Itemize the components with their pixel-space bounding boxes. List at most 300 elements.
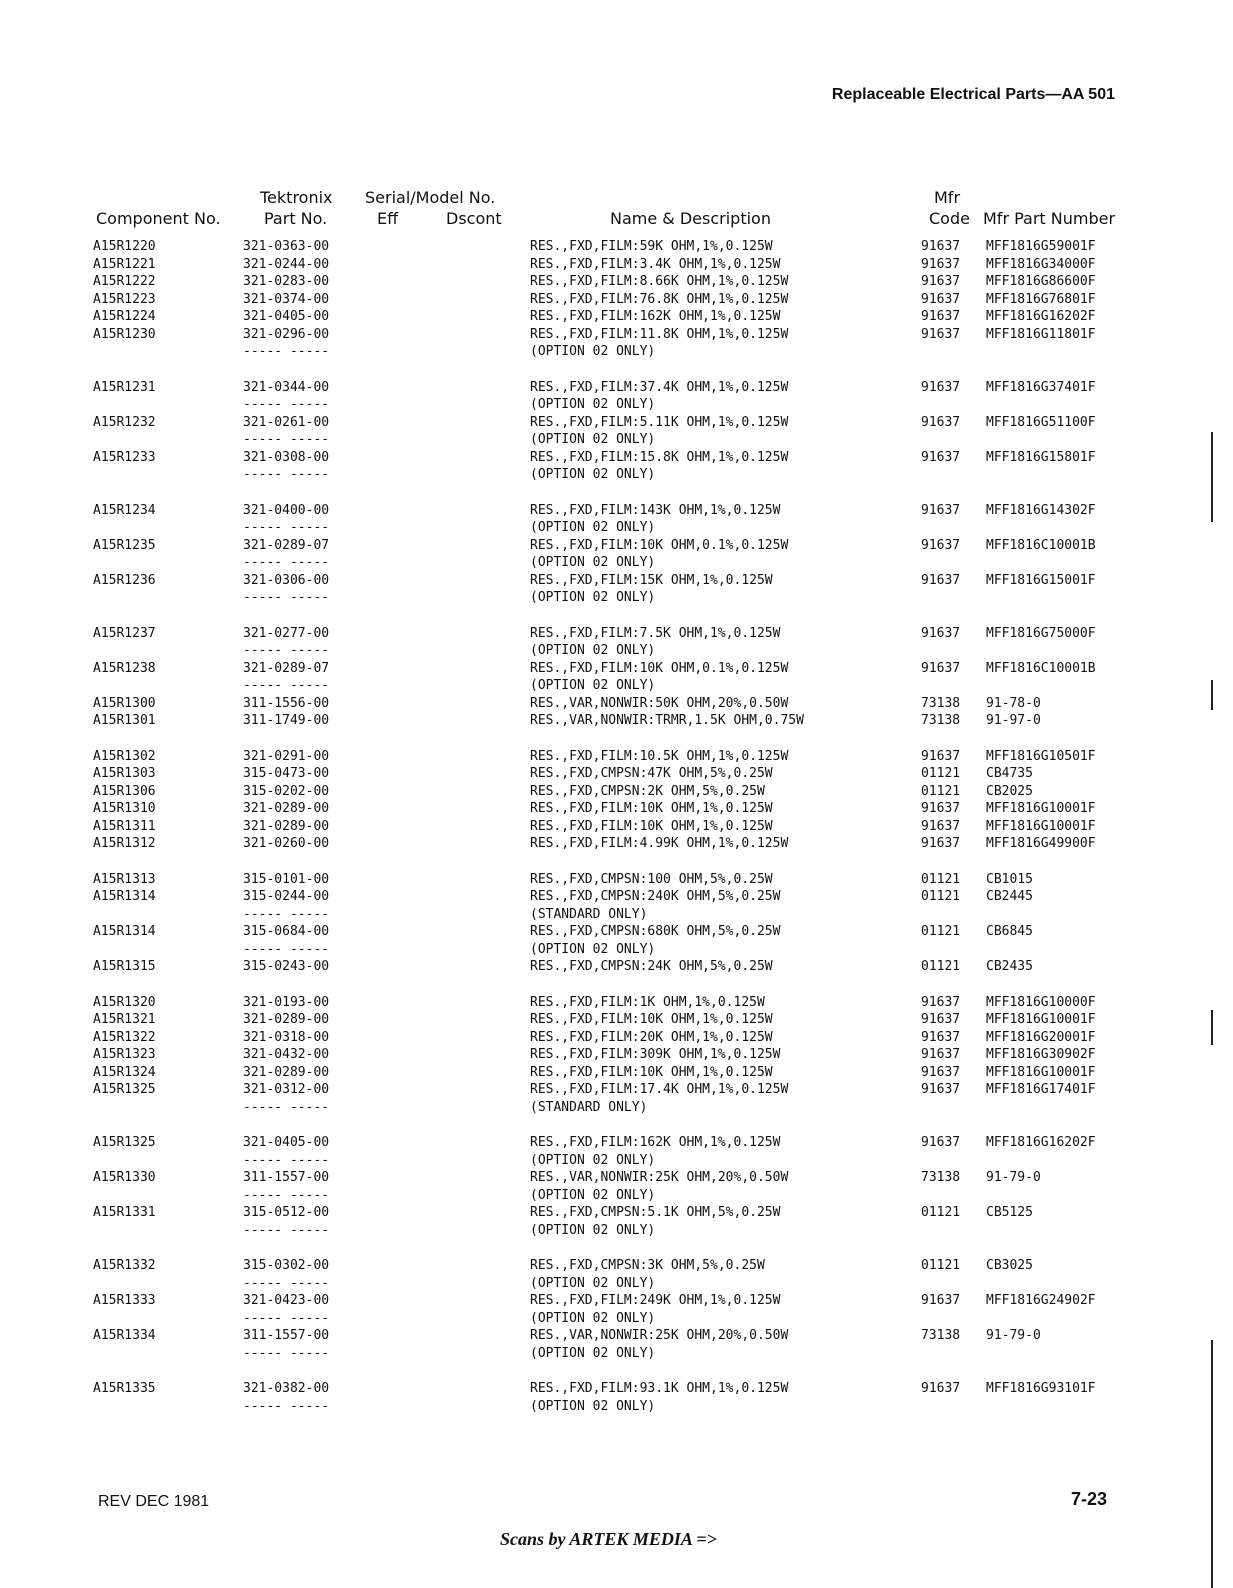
description: RES.,FXD,FILM:143K OHM,1%,0.125W bbox=[530, 502, 781, 518]
component-no: A15R1302 bbox=[93, 748, 156, 764]
parts-row bbox=[0, 1292, 1233, 1310]
tektronix-part-no: 321-0308-00 bbox=[243, 449, 330, 465]
column-part-no: Part No. bbox=[264, 209, 328, 228]
parts-row-continuation bbox=[0, 1345, 1233, 1363]
parts-row bbox=[0, 1011, 1233, 1029]
tektronix-part-no: 321-0400-00 bbox=[243, 502, 330, 518]
column-name-description: Name & Description bbox=[610, 209, 771, 228]
component-no: A15R1322 bbox=[93, 1029, 156, 1045]
tektronix-part-no: ----- ----- bbox=[243, 1345, 330, 1361]
parts-row bbox=[0, 1081, 1233, 1099]
mfr-part-number: MFF1816G75000F bbox=[986, 625, 1096, 641]
mfr-part-number: CB3025 bbox=[986, 1258, 1033, 1273]
mfr-code: 01121 bbox=[921, 1205, 961, 1220]
parts-row bbox=[0, 1064, 1233, 1082]
component-no: A15R1330 bbox=[93, 1170, 156, 1185]
parts-row bbox=[0, 1046, 1233, 1064]
parts-row bbox=[0, 502, 1233, 520]
mfr-code: 01121 bbox=[921, 1258, 961, 1273]
description: RES.,FXD,CMPSN:240K OHM,5%,0.25W bbox=[530, 889, 781, 904]
mfr-code: 91637 bbox=[921, 1293, 961, 1308]
component-no: A15R1231 bbox=[93, 379, 156, 395]
tektronix-part-no: 321-0289-00 bbox=[243, 1064, 330, 1080]
tektronix-part-no: ----- ----- bbox=[243, 1099, 330, 1115]
mfr-code: 91637 bbox=[921, 414, 961, 430]
mfr-part-number: CB1015 bbox=[986, 871, 1033, 887]
mfr-code: 91637 bbox=[921, 748, 961, 764]
parts-row bbox=[0, 888, 1233, 906]
component-no: A15R1238 bbox=[93, 660, 156, 676]
mfr-code: 01121 bbox=[921, 766, 961, 781]
description: RES.,FXD,CMPSN:100 OHM,5%,0.25W bbox=[530, 871, 773, 887]
description: RES.,FXD,CMPSN:2K OHM,5%,0.25W bbox=[530, 783, 765, 799]
tektronix-part-no: 321-0283-00 bbox=[243, 274, 330, 289]
parts-row bbox=[0, 1134, 1233, 1152]
mfr-code: 91637 bbox=[921, 1012, 961, 1027]
parts-row-continuation bbox=[0, 1398, 1233, 1416]
description: RES.,FXD,FILM:37.4K OHM,1%,0.125W bbox=[530, 379, 789, 395]
parts-row bbox=[0, 958, 1233, 976]
column-mfr-code: Code bbox=[929, 209, 970, 228]
parts-row-continuation bbox=[0, 554, 1233, 572]
description: RES.,FXD,CMPSN:5.1K OHM,5%,0.25W bbox=[530, 1205, 781, 1220]
tektronix-part-no: 321-0277-00 bbox=[243, 625, 330, 641]
tektronix-part-no: ----- ----- bbox=[243, 467, 330, 482]
component-no: A15R1235 bbox=[93, 537, 156, 553]
parts-row bbox=[0, 1380, 1233, 1398]
description: RES.,FXD,FILM:1K OHM,1%,0.125W bbox=[530, 994, 765, 1010]
scan-credit: Scans by ARTEK MEDIA => bbox=[500, 1529, 717, 1549]
description: RES.,FXD,FILM:59K OHM,1%,0.125W bbox=[530, 239, 773, 254]
mfr-part-number: MFF1816G37401F bbox=[986, 379, 1096, 395]
tektronix-part-no: ----- ----- bbox=[243, 1187, 330, 1203]
mfr-part-number: MFF1816C10001B bbox=[986, 537, 1096, 553]
parts-row bbox=[0, 238, 1233, 256]
component-no: A15R1313 bbox=[93, 871, 156, 887]
mfr-code: 73138 bbox=[921, 1328, 961, 1343]
mfr-part-number: MFF1816G86600F bbox=[986, 274, 1096, 289]
description: RES.,FXD,FILM:3.4K OHM,1%,0.125W bbox=[530, 256, 781, 272]
parts-row-continuation bbox=[0, 1152, 1233, 1170]
mfr-code: 91637 bbox=[921, 1381, 961, 1396]
parts-row bbox=[0, 379, 1233, 397]
parts-row-continuation bbox=[0, 1275, 1233, 1293]
mfr-part-number: MFF1816G49900F bbox=[986, 836, 1096, 851]
description: RES.,FXD,CMPSN:24K OHM,5%,0.25W bbox=[530, 959, 773, 974]
component-no: A15R1221 bbox=[93, 256, 156, 272]
parts-row bbox=[0, 256, 1233, 274]
mfr-code: 91637 bbox=[921, 256, 961, 272]
mfr-part-number: MFF1816G20001F bbox=[986, 1029, 1096, 1045]
description: RES.,FXD,FILM:10K OHM,1%,0.125W bbox=[530, 1064, 773, 1080]
description: RES.,FXD,FILM:10K OHM,1%,0.125W bbox=[530, 801, 773, 816]
mfr-part-number: MFF1816G17401F bbox=[986, 1082, 1096, 1097]
tektronix-part-no: ----- ----- bbox=[243, 397, 330, 412]
mfr-part-number: MFF1816G10501F bbox=[986, 748, 1096, 764]
tektronix-part-no: 321-0432-00 bbox=[243, 1047, 330, 1062]
column-dscont: Dscont bbox=[446, 209, 502, 228]
tektronix-part-no: 321-0306-00 bbox=[243, 572, 330, 588]
mfr-part-number: CB6845 bbox=[986, 924, 1033, 939]
tektronix-part-no: 311-1749-00 bbox=[243, 713, 330, 728]
mfr-part-number: CB2435 bbox=[986, 959, 1033, 974]
tektronix-part-no: 321-0289-00 bbox=[243, 801, 330, 816]
description: RES.,FXD,FILM:76.8K OHM,1%,0.125W bbox=[530, 291, 789, 307]
tektronix-part-no: ----- ----- bbox=[243, 520, 330, 535]
component-no: A15R1311 bbox=[93, 818, 156, 834]
mfr-code: 91637 bbox=[921, 274, 961, 289]
tektronix-part-no: ----- ----- bbox=[243, 941, 330, 957]
tektronix-part-no: ----- ----- bbox=[243, 906, 330, 922]
tektronix-part-no: 321-0405-00 bbox=[243, 309, 330, 324]
component-no: A15R1310 bbox=[93, 801, 156, 816]
parts-row bbox=[0, 572, 1233, 590]
tektronix-part-no: 315-0302-00 bbox=[243, 1258, 330, 1273]
tektronix-part-no: 315-0244-00 bbox=[243, 889, 330, 904]
mfr-part-number: MFF1816G10001F bbox=[986, 1064, 1096, 1080]
description: RES.,FXD,FILM:8.66K OHM,1%,0.125W bbox=[530, 274, 789, 289]
description: (OPTION 02 ONLY) bbox=[530, 1345, 656, 1361]
mfr-code: 91637 bbox=[921, 572, 961, 588]
component-no: A15R1234 bbox=[93, 502, 156, 518]
description: RES.,VAR,NONWIR:25K OHM,20%,0.50W bbox=[530, 1328, 789, 1343]
component-no: A15R1230 bbox=[93, 326, 156, 342]
mfr-code: 73138 bbox=[921, 713, 961, 728]
mfr-part-number: MFF1816G16202F bbox=[986, 1135, 1096, 1150]
component-no: A15R1315 bbox=[93, 959, 156, 974]
tektronix-part-no: 321-0289-07 bbox=[243, 537, 330, 553]
tektronix-part-no: 321-0289-07 bbox=[243, 660, 330, 676]
page-number: 7-23 bbox=[1070, 1489, 1107, 1509]
parts-row bbox=[0, 660, 1233, 678]
component-no: A15R1324 bbox=[93, 1064, 156, 1080]
mfr-code: 91637 bbox=[921, 836, 961, 851]
component-no: A15R1233 bbox=[93, 449, 156, 465]
description: (OPTION 02 ONLY) bbox=[530, 1310, 656, 1326]
parts-row-continuation bbox=[0, 343, 1233, 361]
mfr-part-number: CB5125 bbox=[986, 1205, 1033, 1220]
parts-row bbox=[0, 712, 1233, 730]
page-header-title: Replaceable Electrical Parts—AA 501 bbox=[831, 86, 1115, 103]
parts-row-continuation bbox=[0, 1187, 1233, 1205]
parts-row-continuation bbox=[0, 1310, 1233, 1328]
description: RES.,FXD,FILM:11.8K OHM,1%,0.125W bbox=[530, 326, 789, 342]
tektronix-part-no: 321-0289-00 bbox=[243, 1012, 330, 1027]
mfr-code: 91637 bbox=[921, 502, 961, 518]
mfr-part-number: 91-97-0 bbox=[986, 713, 1041, 728]
parts-row bbox=[0, 449, 1233, 467]
description: RES.,FXD,FILM:309K OHM,1%,0.125W bbox=[530, 1047, 781, 1062]
mfr-part-number: MFF1816G10001F bbox=[986, 818, 1096, 834]
parts-row bbox=[0, 326, 1233, 344]
parts-row bbox=[0, 273, 1233, 291]
component-no: A15R1320 bbox=[93, 994, 156, 1010]
tektronix-part-no: ----- ----- bbox=[243, 678, 330, 693]
parts-row-continuation bbox=[0, 941, 1233, 959]
parts-row bbox=[0, 1204, 1233, 1222]
parts-row bbox=[0, 537, 1233, 555]
description: (STANDARD ONLY) bbox=[530, 906, 648, 922]
description: RES.,FXD,FILM:249K OHM,1%,0.125W bbox=[530, 1293, 781, 1308]
tektronix-part-no: 321-0289-00 bbox=[243, 818, 330, 834]
tektronix-part-no: ----- ----- bbox=[243, 1310, 330, 1326]
mfr-code: 91637 bbox=[921, 1082, 961, 1097]
parts-row-continuation bbox=[0, 677, 1233, 695]
column-eff: Eff bbox=[377, 209, 399, 228]
description: (OPTION 02 ONLY) bbox=[530, 1222, 656, 1238]
mfr-code: 91637 bbox=[921, 309, 961, 324]
mfr-part-number: MFF1816G93101F bbox=[986, 1381, 1096, 1396]
parts-row bbox=[0, 1327, 1233, 1345]
parts-row bbox=[0, 291, 1233, 309]
parts-row bbox=[0, 1257, 1233, 1275]
description: RES.,FXD,FILM:162K OHM,1%,0.125W bbox=[530, 309, 781, 324]
mfr-part-number: CB2445 bbox=[986, 889, 1033, 904]
mfr-code: 91637 bbox=[921, 379, 961, 395]
description: RES.,FXD,FILM:7.5K OHM,1%,0.125W bbox=[530, 625, 781, 641]
description: (OPTION 02 ONLY) bbox=[530, 432, 656, 447]
description: RES.,FXD,CMPSN:47K OHM,5%,0.25W bbox=[530, 766, 773, 781]
tektronix-part-no: 315-0684-00 bbox=[243, 924, 330, 939]
parts-row bbox=[0, 800, 1233, 818]
mfr-code: 01121 bbox=[921, 783, 961, 799]
description: RES.,FXD,FILM:10K OHM,1%,0.125W bbox=[530, 1012, 773, 1027]
parts-row-continuation bbox=[0, 589, 1233, 607]
tektronix-part-no: 311-1556-00 bbox=[243, 695, 330, 711]
parts-row bbox=[0, 1169, 1233, 1187]
column-component-no: Component No. bbox=[96, 209, 221, 228]
mfr-code: 91637 bbox=[921, 1064, 961, 1080]
mfr-part-number: 91-78-0 bbox=[986, 695, 1041, 711]
mfr-code: 01121 bbox=[921, 924, 961, 939]
description: RES.,FXD,FILM:162K OHM,1%,0.125W bbox=[530, 1135, 781, 1150]
mfr-code: 91637 bbox=[921, 1135, 961, 1150]
parts-row bbox=[0, 625, 1233, 643]
mfr-part-number: MFF1816G34000F bbox=[986, 256, 1096, 272]
mfr-part-number: MFF1816G76801F bbox=[986, 291, 1096, 307]
parts-row-continuation bbox=[0, 396, 1233, 414]
scan-edge-line bbox=[1211, 1010, 1213, 1045]
mfr-part-number: MFF1816C10001B bbox=[986, 660, 1096, 676]
tektronix-part-no: 321-0291-00 bbox=[243, 748, 330, 764]
description: (OPTION 02 ONLY) bbox=[530, 1398, 656, 1414]
column-serial-model-no: Serial/Model No. bbox=[365, 188, 496, 207]
parts-row bbox=[0, 414, 1233, 432]
parts-row-continuation bbox=[0, 519, 1233, 537]
mfr-code: 01121 bbox=[921, 889, 961, 904]
description: RES.,FXD,CMPSN:680K OHM,5%,0.25W bbox=[530, 924, 781, 939]
component-no: A15R1314 bbox=[93, 889, 156, 904]
description: (OPTION 02 ONLY) bbox=[530, 1275, 656, 1291]
component-no: A15R1334 bbox=[93, 1328, 156, 1343]
mfr-part-number: MFF1816G10000F bbox=[986, 994, 1096, 1010]
tektronix-part-no: 321-0374-00 bbox=[243, 291, 330, 307]
tektronix-part-no: ----- ----- bbox=[243, 1152, 330, 1168]
component-no: A15R1332 bbox=[93, 1258, 156, 1273]
mfr-code: 91637 bbox=[921, 801, 961, 816]
parts-row-continuation bbox=[0, 1099, 1233, 1117]
description: (STANDARD ONLY) bbox=[530, 1099, 648, 1115]
component-no: A15R1222 bbox=[93, 274, 156, 289]
description: RES.,FXD,FILM:10.5K OHM,1%,0.125W bbox=[530, 748, 789, 764]
tektronix-part-no: ----- ----- bbox=[243, 643, 330, 658]
mfr-code: 91637 bbox=[921, 239, 961, 254]
component-no: A15R1325 bbox=[93, 1135, 156, 1150]
mfr-part-number: MFF1816G11801F bbox=[986, 326, 1096, 342]
tektronix-part-no: 315-0202-00 bbox=[243, 783, 330, 799]
description: RES.,VAR,NONWIR:TRMR,1.5K OHM,0.75W bbox=[530, 713, 804, 728]
component-no: A15R1232 bbox=[93, 414, 156, 430]
column-mfr-part-number: Mfr Part Number bbox=[983, 209, 1116, 228]
parts-row-continuation bbox=[0, 1222, 1233, 1240]
mfr-code: 91637 bbox=[921, 1029, 961, 1045]
component-no: A15R1220 bbox=[93, 239, 156, 254]
tektronix-part-no: 321-0244-00 bbox=[243, 256, 330, 272]
component-no: A15R1303 bbox=[93, 766, 156, 781]
component-no: A15R1224 bbox=[93, 309, 156, 324]
tektronix-part-no: 321-0261-00 bbox=[243, 414, 330, 430]
tektronix-part-no: 315-0473-00 bbox=[243, 766, 330, 781]
description: (OPTION 02 ONLY) bbox=[530, 397, 656, 412]
description: RES.,FXD,FILM:10K OHM,1%,0.125W bbox=[530, 818, 773, 834]
component-no: A15R1312 bbox=[93, 836, 156, 851]
tektronix-part-no: 311-1557-00 bbox=[243, 1170, 330, 1185]
parts-row-continuation bbox=[0, 906, 1233, 924]
mfr-code: 91637 bbox=[921, 818, 961, 834]
parts-row bbox=[0, 871, 1233, 889]
parts-row-continuation bbox=[0, 431, 1233, 449]
mfr-part-number: 91-79-0 bbox=[986, 1170, 1041, 1185]
mfr-code: 91637 bbox=[921, 625, 961, 641]
component-no: A15R1333 bbox=[93, 1293, 156, 1308]
component-no: A15R1331 bbox=[93, 1205, 156, 1220]
parts-row bbox=[0, 748, 1233, 766]
description: RES.,FXD,FILM:15K OHM,1%,0.125W bbox=[530, 572, 773, 588]
component-no: A15R1321 bbox=[93, 1012, 156, 1027]
mfr-code: 01121 bbox=[921, 959, 961, 974]
tektronix-part-no: ----- ----- bbox=[243, 432, 330, 447]
mfr-code: 91637 bbox=[921, 994, 961, 1010]
mfr-part-number: MFF1816G10001F bbox=[986, 1012, 1096, 1027]
description: (OPTION 02 ONLY) bbox=[530, 1187, 656, 1203]
tektronix-part-no: ----- ----- bbox=[243, 1398, 330, 1414]
scan-edge-line bbox=[1211, 680, 1213, 710]
parts-row bbox=[0, 765, 1233, 783]
parts-row-continuation bbox=[0, 466, 1233, 484]
mfr-code: 91637 bbox=[921, 291, 961, 307]
scan-edge-line bbox=[1211, 432, 1213, 522]
description: RES.,FXD,FILM:4.99K OHM,1%,0.125W bbox=[530, 836, 789, 851]
mfr-part-number: CB2025 bbox=[986, 783, 1033, 799]
mfr-part-number: MFF1816G16202F bbox=[986, 309, 1096, 324]
scan-edge-line bbox=[1211, 1340, 1213, 1588]
mfr-part-number: MFF1816G14302F bbox=[986, 502, 1096, 518]
tektronix-part-no: 315-0101-00 bbox=[243, 871, 330, 887]
component-no: A15R1223 bbox=[93, 291, 156, 307]
description: RES.,VAR,NONWIR:50K OHM,20%,0.50W bbox=[530, 695, 789, 711]
mfr-part-number: 91-79-0 bbox=[986, 1328, 1041, 1343]
tektronix-part-no: ----- ----- bbox=[243, 1275, 330, 1291]
description: RES.,FXD,FILM:20K OHM,1%,0.125W bbox=[530, 1029, 773, 1045]
parts-row bbox=[0, 1029, 1233, 1047]
description: (OPTION 02 ONLY) bbox=[530, 941, 656, 957]
mfr-part-number: MFF1816G51100F bbox=[986, 414, 1096, 430]
description: RES.,FXD,FILM:93.1K OHM,1%,0.125W bbox=[530, 1381, 789, 1396]
description: RES.,FXD,FILM:15.8K OHM,1%,0.125W bbox=[530, 449, 789, 465]
component-no: A15R1325 bbox=[93, 1082, 156, 1097]
parts-row bbox=[0, 818, 1233, 836]
mfr-code: 91637 bbox=[921, 537, 961, 553]
mfr-part-number: MFF1816G15001F bbox=[986, 572, 1096, 588]
component-no: A15R1300 bbox=[93, 695, 156, 711]
component-no: A15R1301 bbox=[93, 713, 156, 728]
mfr-part-number: MFF1816G30902F bbox=[986, 1047, 1096, 1062]
mfr-code: 91637 bbox=[921, 449, 961, 465]
description: (OPTION 02 ONLY) bbox=[530, 520, 656, 535]
description: RES.,FXD,FILM:10K OHM,0.1%,0.125W bbox=[530, 537, 789, 553]
column-tektronix-label: Tektronix bbox=[260, 188, 333, 207]
mfr-code: 91637 bbox=[921, 660, 961, 676]
mfr-part-number: MFF1816G24902F bbox=[986, 1293, 1096, 1308]
tektronix-part-no: ----- ----- bbox=[243, 1222, 330, 1238]
component-no: A15R1314 bbox=[93, 924, 156, 939]
description: RES.,FXD,FILM:10K OHM,0.1%,0.125W bbox=[530, 660, 789, 676]
tektronix-part-no: 321-0296-00 bbox=[243, 326, 330, 342]
description: RES.,FXD,FILM:17.4K OHM,1%,0.125W bbox=[530, 1082, 789, 1097]
tektronix-part-no: 321-0363-00 bbox=[243, 239, 330, 254]
description: (OPTION 02 ONLY) bbox=[530, 1152, 656, 1168]
tektronix-part-no: 315-0512-00 bbox=[243, 1205, 330, 1220]
description: RES.,FXD,FILM:5.11K OHM,1%,0.125W bbox=[530, 414, 789, 430]
tektronix-part-no: ----- ----- bbox=[243, 555, 330, 570]
tektronix-part-no: 321-0405-00 bbox=[243, 1135, 330, 1150]
description: (OPTION 02 ONLY) bbox=[530, 643, 656, 658]
description: (OPTION 02 ONLY) bbox=[530, 344, 656, 359]
tektronix-part-no: 321-0344-00 bbox=[243, 379, 330, 395]
mfr-code: 91637 bbox=[921, 1047, 961, 1062]
mfr-code: 73138 bbox=[921, 695, 961, 711]
mfr-part-number: MFF1816G15801F bbox=[986, 449, 1096, 465]
component-no: A15R1236 bbox=[93, 572, 156, 588]
description: RES.,FXD,CMPSN:3K OHM,5%,0.25W bbox=[530, 1258, 765, 1273]
description: (OPTION 02 ONLY) bbox=[530, 467, 656, 482]
tektronix-part-no: 321-0318-00 bbox=[243, 1029, 330, 1045]
tektronix-part-no: 321-0193-00 bbox=[243, 994, 330, 1010]
parts-row-continuation bbox=[0, 642, 1233, 660]
tektronix-part-no: 315-0243-00 bbox=[243, 959, 330, 974]
description: RES.,VAR,NONWIR:25K OHM,20%,0.50W bbox=[530, 1170, 789, 1185]
component-no: A15R1306 bbox=[93, 783, 156, 799]
parts-row bbox=[0, 994, 1233, 1012]
tektronix-part-no: ----- ----- bbox=[243, 344, 330, 359]
tektronix-part-no: 321-0382-00 bbox=[243, 1381, 330, 1396]
description: (OPTION 02 ONLY) bbox=[530, 590, 656, 605]
mfr-part-number: MFF1816G10001F bbox=[986, 801, 1096, 816]
tektronix-part-no: 321-0423-00 bbox=[243, 1293, 330, 1308]
description: (OPTION 02 ONLY) bbox=[530, 555, 656, 570]
description: (OPTION 02 ONLY) bbox=[530, 678, 656, 693]
mfr-code: 73138 bbox=[921, 1170, 961, 1185]
parts-row bbox=[0, 835, 1233, 853]
parts-row bbox=[0, 923, 1233, 941]
parts-list bbox=[0, 238, 1233, 1415]
revision-date: REV DEC 1981 bbox=[98, 1493, 210, 1510]
column-mfr-label: Mfr bbox=[934, 188, 961, 207]
mfr-part-number: MFF1816G59001F bbox=[986, 239, 1096, 254]
tektronix-part-no: ----- ----- bbox=[243, 590, 330, 605]
parts-row bbox=[0, 695, 1233, 713]
tektronix-part-no: 311-1557-00 bbox=[243, 1328, 330, 1343]
